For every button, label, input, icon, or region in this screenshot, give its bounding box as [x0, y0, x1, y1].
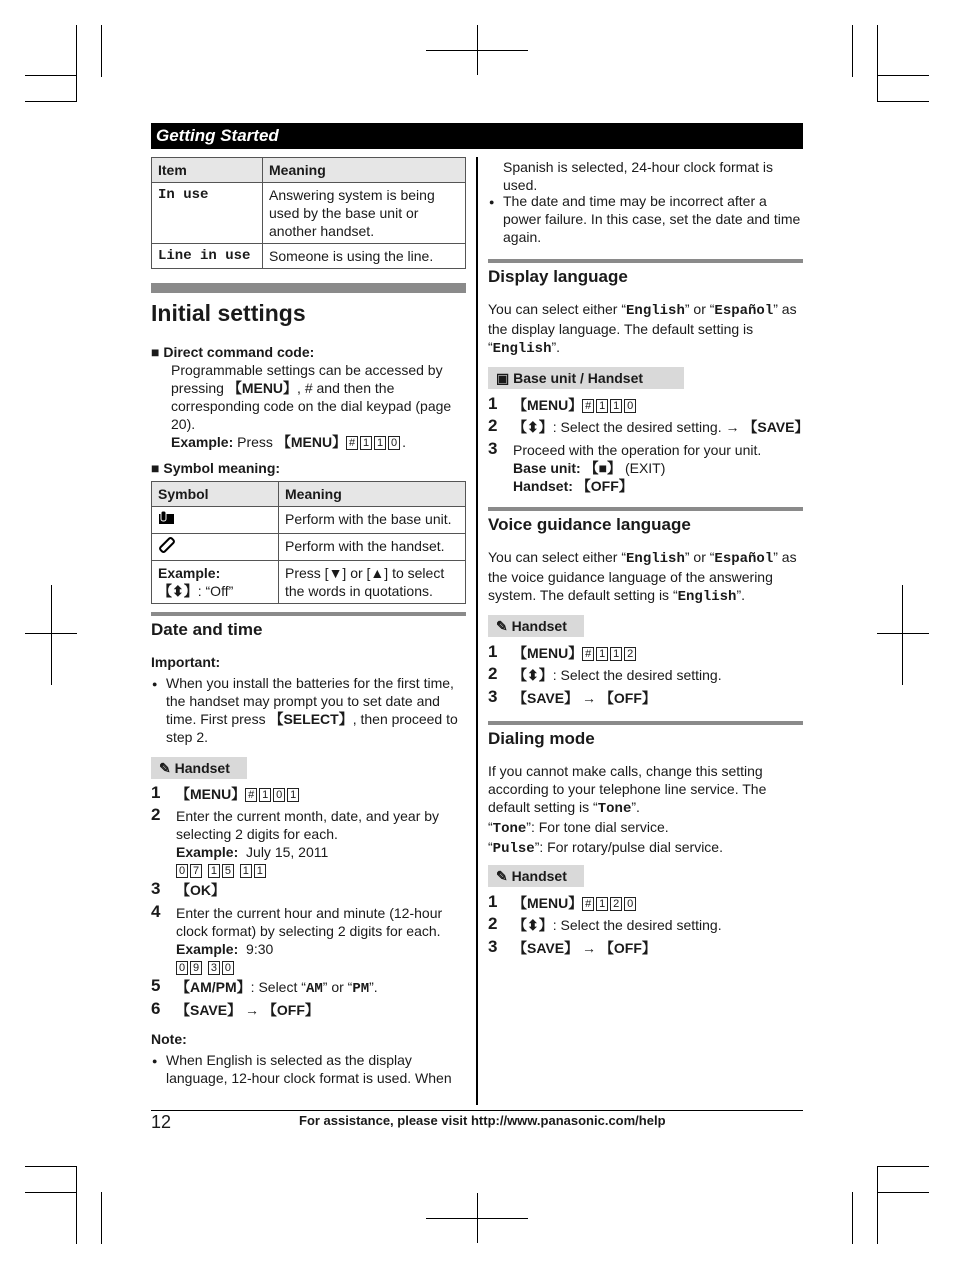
table-row	[152, 561, 466, 604]
step-5: 【AM/PM】: Select “AM” or “PM”.	[176, 979, 378, 997]
step-number: 1	[151, 783, 161, 802]
page-number: 12	[151, 1112, 172, 1132]
table-cell-symbol: Example: 【⬍】: “Off”	[152, 561, 279, 604]
handset-tag: ✎ Handset	[488, 865, 584, 887]
section-bar	[488, 721, 803, 725]
assistance-link[interactable]: For assistance, please visit http://www.panasonic.com/help	[299, 1113, 666, 1128]
step-4: Enter the current hour and minute (12-hour clock format) by selecting 2 digits for each. Example: 9:30 0 9 3 0	[176, 905, 443, 975]
status-table	[151, 157, 466, 269]
crop-mark	[877, 75, 929, 76]
column-divider	[476, 157, 478, 1105]
base-unit-handset-tag: ▣ Base unit / Handset	[488, 367, 684, 389]
direct-command-text: Programmable settings can be accessed by pressing 【MENU】, # and then the corresponding code on the dial keypad (page 20). Example: Press 【MENU】 # 1 1 0 .	[171, 362, 452, 450]
crop-mark	[852, 1192, 853, 1244]
step-1: 【MENU】 # 1 1 0	[513, 396, 638, 414]
handset-tag: ✎ Handset	[151, 757, 247, 779]
crop-mark	[25, 1192, 77, 1193]
column-header-symbol: Symbol	[152, 482, 279, 507]
crop-mark	[852, 25, 853, 77]
step-3: 【SAVE】 → 【OFF】	[513, 940, 656, 956]
important-label: Important:	[151, 654, 221, 670]
display-language-title: Display language	[488, 267, 628, 286]
table-cell-meaning: Perform with the base unit.	[279, 507, 466, 534]
step-number: 1	[488, 892, 498, 911]
step-number: 3	[488, 439, 498, 458]
section-bar	[151, 612, 466, 616]
crop-mark	[877, 25, 878, 102]
crop-mark	[902, 585, 903, 685]
note-label: Note:	[151, 1031, 187, 1047]
step-number: 1	[488, 642, 498, 661]
step-1: 【MENU】 # 1 0 1	[176, 785, 301, 803]
table-cell-meaning: Someone is using the line.	[263, 244, 466, 269]
section-bar	[488, 507, 803, 511]
step-number: 3	[151, 879, 161, 898]
dialing-mode-text: If you cannot make calls, change this setting according to your telephone line service. The default setting is “Tone”. “Tone”: For tone dial service. “Pulse”: For rotary/pulse dial service.	[488, 763, 767, 857]
step-1: 【MENU】 # 1 2 0	[513, 894, 638, 912]
table-row	[152, 183, 466, 244]
table-cell-meaning: Answering system is being used by the base unit or another handset.	[263, 183, 466, 244]
step-number: 6	[151, 999, 161, 1018]
symbol-table	[151, 481, 466, 604]
crop-mark	[76, 1166, 77, 1244]
step-1: 【MENU】 # 1 1 2	[513, 644, 638, 662]
crop-mark	[877, 101, 929, 102]
page-title: Initial settings	[151, 300, 306, 326]
crop-mark	[101, 1192, 102, 1244]
column-header-meaning: Meaning	[263, 158, 466, 183]
crop-mark	[25, 101, 77, 102]
section-header	[151, 123, 803, 149]
crop-mark	[101, 25, 102, 77]
display-language-text: You can select either “English” or “Español” as the display language. The default setting is “English”.	[488, 301, 797, 357]
step-number: 2	[488, 914, 498, 933]
step-2: 【⬍】: Select the desired setting.	[513, 667, 722, 683]
step-2: 【⬍】: Select the desired setting.	[513, 917, 722, 933]
note-bullet: ● When English is selected as the display language, 12-hour clock format is used. When	[166, 1051, 458, 1087]
column-header-item: Item	[152, 158, 263, 183]
section-bar	[488, 259, 803, 263]
step-3: 【SAVE】 → 【OFF】	[513, 690, 656, 706]
direct-command-heading: ■ Direct command code:	[151, 344, 315, 360]
voice-guidance-title: Voice guidance language	[488, 515, 691, 534]
table-row	[152, 507, 466, 534]
handset-tag: ✎ Handset	[488, 615, 584, 637]
step-2: 【⬍】: Select the desired setting. → 【SAVE】	[513, 419, 809, 435]
step-number: 4	[151, 902, 161, 921]
date-time-title: Date and time	[151, 620, 263, 639]
step-3: Proceed with the operation for your unit. Base unit: 【■】 (EXIT) Handset: 【OFF】	[513, 442, 762, 494]
section-title: Getting Started	[156, 126, 279, 145]
step-6: 【SAVE】 → 【OFF】	[176, 1002, 319, 1018]
section-bar	[151, 283, 466, 293]
step-number: 3	[488, 687, 498, 706]
handset-icon	[152, 534, 279, 561]
column-header-meaning: Meaning	[279, 482, 466, 507]
crop-mark	[25, 1166, 77, 1167]
step-number: 2	[151, 805, 161, 824]
crop-mark	[477, 25, 478, 75]
symbol-meaning-heading: ■ Symbol meaning:	[151, 460, 281, 476]
table-row	[152, 244, 466, 269]
crop-mark	[51, 585, 52, 685]
crop-mark	[477, 1193, 478, 1243]
base-unit-icon	[152, 507, 279, 534]
step-2: Enter the current month, date, and year by selecting 2 digits for each. Example: July 15, 2011 0 7 1 5 1 1	[176, 808, 440, 878]
voice-guidance-text: You can select either “English” or “Español” as the voice guidance language of the answering system. The default setting is “English”.	[488, 549, 797, 605]
important-bullet: ● When you install the batteries for the first time, the handset may prompt you to set date and time. First press 【SELECT】, then proceed to step 2.	[166, 674, 458, 746]
crop-mark	[877, 1166, 878, 1244]
crop-mark	[76, 25, 77, 102]
crop-mark	[877, 1166, 929, 1167]
step-number: 2	[488, 664, 498, 683]
step-3: 【OK】	[176, 882, 225, 898]
step-number: 2	[488, 416, 498, 435]
table-cell-meaning: Press [▼] or [▲] to select the words in quotations.	[279, 561, 466, 604]
note-continued: Spanish is selected, 24-hour clock format is used.	[503, 159, 774, 193]
step-number: 5	[151, 976, 161, 995]
dialing-mode-title: Dialing mode	[488, 729, 595, 748]
footer-rule	[151, 1110, 803, 1111]
note-bullet-2: ● The date and time may be incorrect after a power failure. In this case, set the date and time again.	[503, 192, 803, 246]
table-cell-item: In use	[152, 183, 263, 244]
table-cell-meaning: Perform with the handset.	[279, 534, 466, 561]
table-row	[152, 534, 466, 561]
table-cell-item: Line in use	[152, 244, 263, 269]
crop-mark	[25, 75, 77, 76]
crop-mark	[877, 633, 929, 634]
step-number: 1	[488, 394, 498, 413]
step-number: 3	[488, 937, 498, 956]
crop-mark	[877, 1192, 929, 1193]
